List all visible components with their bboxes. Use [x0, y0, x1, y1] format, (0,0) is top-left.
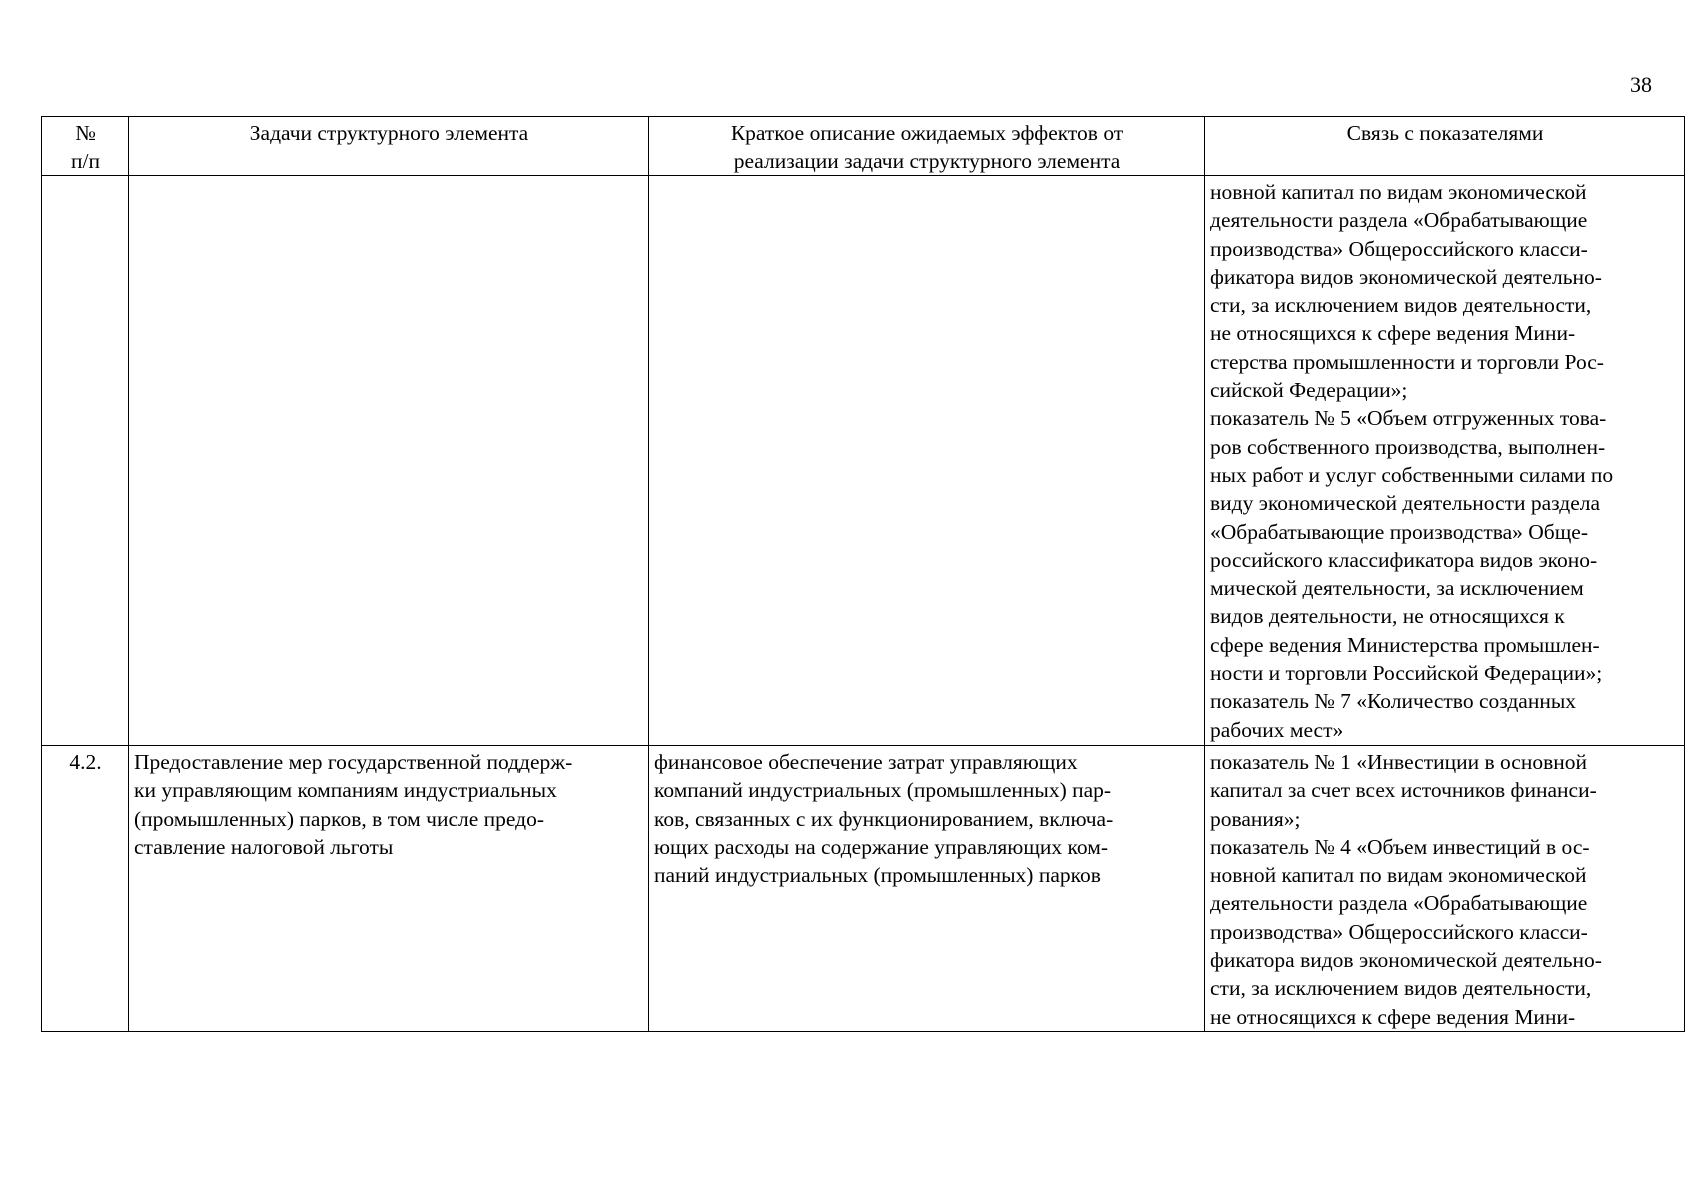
row-effect-cell: [649, 176, 1205, 746]
table-row: [42, 746, 1685, 1032]
row-task-cell: [129, 176, 649, 746]
row-link-cell: новной капитал по видам экономической деятельности раздела «Обрабатывающие производства» Общероссийского класси- фикатора видов экономической деятельно- сти, за исключением видов деятельности, не относящихся к сфере ведения Мини- стерства промышленности и торговли Рос- сийской Федерации»; показатель № 5 «Объем отгруженных това- ров собственного производства, выполнен- ных работ и услуг собственными силами по виду экономической деятельности раздела «Обрабатывающие производства» Обще- российского классификатора видов эконо- мической деятельности, за исключением видов деятельности, не относящихся к сфере ведения Министерства промышлен- ности и торговли Российской Федерации»; показатель № 7 «Количество созданных рабочих мест»: [1205, 176, 1685, 746]
row-effect-cell: финансовое обеспечение затрат управляющих компаний индустриальных (промышленных) пар- ков, связанных с их функционированием, включа- ющих расходы на содержание управляющих ком- паний индустриальных (промышленных) парков: [649, 746, 1205, 1032]
table-row: [42, 176, 1685, 746]
table-header-row: [42, 117, 1685, 176]
header-task: Задачи структурного элемента: [129, 117, 649, 176]
structural-element-tasks-table: [41, 116, 1685, 1032]
row-task-cell: Предоставление мер государственной поддерж- ки управляющим компаниям индустриальных (промышленных) парков, в том числе предо- ставление налоговой льготы: [129, 746, 649, 1032]
row-num-cell: 4.2.: [42, 746, 129, 1032]
page-number: 38: [1630, 72, 1652, 97]
header-link: Связь с показателями: [1205, 117, 1685, 176]
header-num: № п/п: [42, 117, 129, 176]
header-effect: Краткое описание ожидаемых эффектов от реализации задачи структурного элемента: [649, 117, 1205, 176]
row-num-cell: [42, 176, 129, 746]
row-link-cell: показатель № 1 «Инвестиции в основной капитал за счет всех источников финанси- рования»; показатель № 4 «Объем инвестиций в ос- новной капитал по видам экономической деятельности раздела «Обрабатывающие производства» Общероссийского класси- фикатора видов экономической деятельно- сти, за исключением видов деятельности, не относящихся к сфере ведения Мини-: [1205, 746, 1685, 1032]
